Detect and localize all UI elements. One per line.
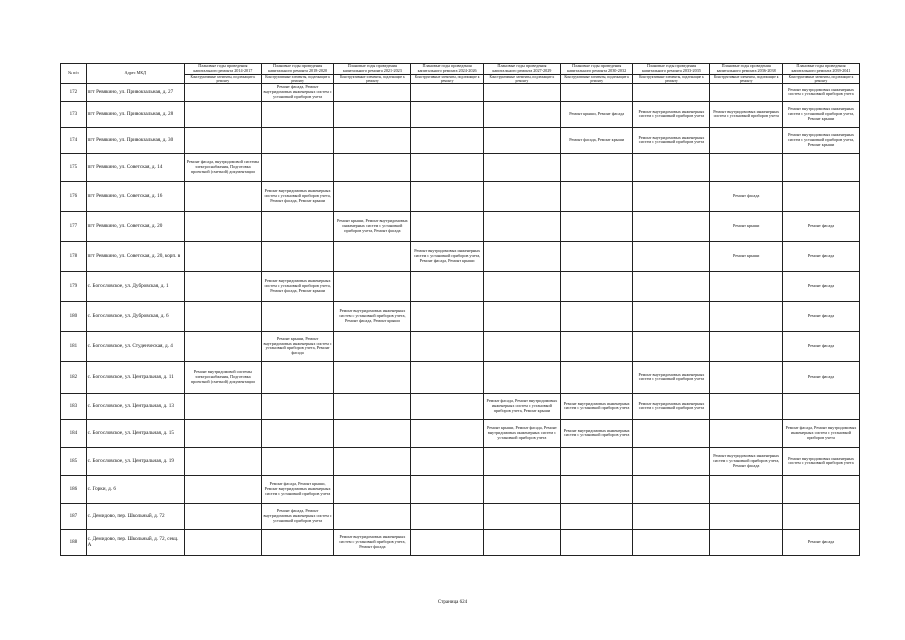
repair-cell: [560, 361, 633, 393]
repair-cell: [710, 153, 783, 181]
page-number: Страница 624: [437, 600, 468, 605]
table-row: [61, 181, 860, 211]
repair-cell: [560, 331, 633, 361]
repair-cell: [261, 447, 334, 475]
row-number: 175: [61, 153, 87, 181]
repair-cell: [783, 153, 860, 181]
repair-cell: Ремонт внутридомовых инженерных систем с установкой приборов учета: [633, 127, 710, 153]
repair-cell: [184, 331, 261, 361]
repair-cell: [633, 211, 710, 241]
repair-cell: [633, 419, 710, 447]
repair-cell: [184, 475, 261, 503]
column-subheader: Конструктивные элементы, подлежащие к ремонту: [783, 74, 860, 83]
repair-cell: Ремонт фасада, Ремонт крыши, Ремонт внутридомовых инженерных систем с установкой приборов учета: [261, 475, 334, 503]
repair-cell: [633, 447, 710, 475]
table-row: [61, 361, 860, 393]
column-header-period: Плановые годы проведения капитального ремонта 2033-2035: [633, 64, 710, 75]
repair-cell: Ремонт внутридомовых инженерных систем с установкой приборов учета, Ремонт фасада, Ремонт крыши: [411, 241, 484, 271]
repair-cell: Ремонт крыши, Ремонт внутридомовых инженерных систем с установкой приборов учета, Ремонт фасада: [334, 211, 411, 241]
column-subheader: Конструктивные элементы, подлежащие к ремонту: [560, 74, 633, 83]
repair-cell: Ремонт фасада: [783, 241, 860, 271]
repair-cell: [710, 271, 783, 301]
table-row: [61, 101, 860, 127]
row-address: с. Богословское, ул. Центральная, д. 11: [86, 361, 184, 393]
row-address: с. Демидово, пер. Школьный, д. 72, секц. А: [86, 529, 184, 555]
row-number: 181: [61, 331, 87, 361]
repair-cell: [184, 271, 261, 301]
repair-cell: [334, 241, 411, 271]
repair-cell: [783, 181, 860, 211]
column-header-period: Плановые годы проведения капитального ремонта 2021-2023: [334, 64, 411, 75]
table-row: [61, 153, 860, 181]
repair-cell: [411, 419, 484, 447]
repair-cell: [560, 153, 633, 181]
repair-cell: [633, 301, 710, 331]
repair-cell: [261, 127, 334, 153]
repair-cell: Ремонт фасада, Ремонт крыши: [560, 127, 633, 153]
column-header-period: Плановые годы проведения капитального ремонта 2024-2026: [411, 64, 484, 75]
repair-cell: Ремонт крыши, Ремонт внутридомовых инженерных систем с установкой приборов учета, Ремонт фасада: [261, 331, 334, 361]
row-address: с. Богословское, ул. Центральная, д. 13: [86, 393, 184, 419]
repair-cell: Ремонт внутридомовых инженерных систем с установкой приборов учета, Ремонт фасада, Ремонт крыши: [334, 301, 411, 331]
table-row: [61, 503, 860, 529]
table-row: [61, 475, 860, 503]
repair-cell: Ремонт фасада, Ремонт внутридомовых инженерных систем с установкой приборов учета: [261, 503, 334, 529]
repair-cell: [483, 271, 560, 301]
repair-cell: Ремонт фасада, Ремонт внутридомовых инженерных систем с установкой приборов учета: [783, 419, 860, 447]
repair-cell: Ремонт крыши: [710, 211, 783, 241]
repair-cell: [483, 361, 560, 393]
repair-cell: [710, 393, 783, 419]
repair-cell: Ремонт фасада: [783, 529, 860, 555]
repair-cell: [483, 475, 560, 503]
row-address: с. Богословское, ул. Студенческая, д. 4: [86, 331, 184, 361]
row-address: с. Богословское, ул. Дубровская, д. 6: [86, 301, 184, 331]
row-number: 185: [61, 447, 87, 475]
repair-cell: [411, 301, 484, 331]
table-row: [61, 529, 860, 555]
repair-cell: [184, 529, 261, 555]
repair-cell: Ремонт внутридомовых инженерных систем с установкой приборов учета: [633, 101, 710, 127]
repair-cell: Ремонт внутридомовой системы электроснабжения, Подготовка проектной (сметной) документации: [184, 361, 261, 393]
repair-cell: [710, 475, 783, 503]
row-address: пгт Ревякино, ул. Привокзальная, д. 28: [86, 101, 184, 127]
repair-cell: [783, 393, 860, 419]
repair-cell: [411, 503, 484, 529]
table-row: [61, 241, 860, 271]
repair-cell: [261, 361, 334, 393]
repair-cell: [483, 83, 560, 101]
row-number: 173: [61, 101, 87, 127]
repair-cell: [710, 419, 783, 447]
repair-cell: [560, 83, 633, 101]
repair-cell: [184, 101, 261, 127]
repair-cell: [483, 101, 560, 127]
repair-cell: [261, 241, 334, 271]
row-address: с. Демидово, пер. Школьный, д. 72: [86, 503, 184, 529]
table-row: [61, 211, 860, 241]
repair-cell: [483, 211, 560, 241]
repair-cell: [633, 331, 710, 361]
repair-cell: Ремонт фасада: [783, 211, 860, 241]
repair-cell: [411, 153, 484, 181]
repair-cell: [560, 241, 633, 271]
table-row: [61, 393, 860, 419]
repair-cell: [560, 503, 633, 529]
repair-cell: Ремонт фасада: [783, 301, 860, 331]
row-number: 186: [61, 475, 87, 503]
repair-cell: Ремонт внутридомовых инженерных систем с установкой приборов учета: [783, 83, 860, 101]
table-row: [61, 301, 860, 331]
repair-cell: [261, 419, 334, 447]
column-header-period: Плановые годы проведения капитального ремонта 2036-2038: [710, 64, 783, 75]
repair-cell: [560, 211, 633, 241]
row-address: пгт Ревякино, ул. Привокзальная, д. 30: [86, 127, 184, 153]
row-number: 182: [61, 361, 87, 393]
repair-cell: [710, 331, 783, 361]
repair-cell: Ремонт внутридомовых инженерных систем с установкой приборов учета: [783, 447, 860, 475]
repair-cell: [184, 181, 261, 211]
column-subheader: Конструктивные элементы, подлежащие к ремонту: [483, 74, 560, 83]
repair-cell: [334, 393, 411, 419]
row-address: пгт Ревякино, ул. Советская, д. 20, корп. в: [86, 241, 184, 271]
repair-cell: [633, 153, 710, 181]
repair-cell: [560, 529, 633, 555]
repair-cell: [334, 153, 411, 181]
repair-cell: [334, 475, 411, 503]
repair-cell: [184, 211, 261, 241]
repair-cell: [184, 241, 261, 271]
repair-cell: [710, 83, 783, 101]
column-header-period: Плановые годы проведения капитального ремонта 2014-2017: [184, 64, 261, 75]
repair-cell: [261, 153, 334, 181]
repair-cell: Ремонт внутридомовых инженерных систем с установкой приборов учета: [560, 419, 633, 447]
repair-cell: [411, 101, 484, 127]
repair-cell: [334, 181, 411, 211]
repair-cell: Ремонт внутридомовых инженерных систем с установкой приборов учета, Ремонт фасада, Ремонт крыши: [261, 181, 334, 211]
column-subheader: Конструктивные элементы, подлежащие к ремонту: [334, 74, 411, 83]
repair-cell: [411, 211, 484, 241]
repair-cell: [261, 301, 334, 331]
repair-cell: [710, 529, 783, 555]
repair-cell: [633, 83, 710, 101]
repair-cell: [483, 153, 560, 181]
repair-cell: Ремонт внутридомовых инженерных систем с установкой приборов учета, Ремонт фасада: [710, 447, 783, 475]
repair-cell: [560, 271, 633, 301]
repair-cell: [783, 475, 860, 503]
repair-cell: [411, 447, 484, 475]
table-body: [61, 83, 860, 555]
repair-cell: [483, 127, 560, 153]
row-number: 187: [61, 503, 87, 529]
column-subheader: Конструктивные элементы, подлежащие к ремонту: [710, 74, 783, 83]
repair-cell: [411, 127, 484, 153]
repair-cell: [261, 211, 334, 241]
repair-cell: [334, 503, 411, 529]
repair-cell: [334, 83, 411, 101]
table-row: [61, 271, 860, 301]
repair-cell: [633, 529, 710, 555]
repair-cell: [710, 503, 783, 529]
repair-cell: [633, 475, 710, 503]
repair-cell: [633, 181, 710, 211]
repair-cell: [783, 503, 860, 529]
repair-cell: Ремонт внутридомовых инженерных систем с установкой приборов учета, Ремонт крыши: [783, 127, 860, 153]
repair-cell: Ремонт крыши: [710, 241, 783, 271]
row-number: 188: [61, 529, 87, 555]
column-subheader: Конструктивные элементы, подлежащие к ремонту: [633, 74, 710, 83]
row-number: 179: [61, 271, 87, 301]
repair-cell: [483, 301, 560, 331]
row-address: пгт Ревякино, ул. Советская, д. 20: [86, 211, 184, 241]
table-row: [61, 447, 860, 475]
column-subheader: Конструктивные элементы, подлежащие к ремонту: [411, 74, 484, 83]
repair-cell: [184, 301, 261, 331]
table-row: [61, 331, 860, 361]
repair-cell: [411, 83, 484, 101]
table-row: [61, 83, 860, 101]
repair-cell: [633, 241, 710, 271]
repair-cell: [334, 447, 411, 475]
row-address: с. Богословское, ул. Дубровская, д. 1: [86, 271, 184, 301]
row-number: 176: [61, 181, 87, 211]
repair-cell: Ремонт внутридомовых инженерных систем с установкой приборов учета, Ремонт фасада, Ремонт крыши: [261, 271, 334, 301]
row-address: пгт Ревякино, ул. Советская, д. 14: [86, 153, 184, 181]
row-number: 183: [61, 393, 87, 419]
repair-cell: Ремонт крыши, Ремонт фасада, Ремонт внутридомовых инженерных систем с установкой приборов учета: [483, 419, 560, 447]
table-row: [61, 127, 860, 153]
capital-repair-plan-table: [60, 63, 860, 556]
column-header-address: Адрес МКД: [86, 64, 184, 84]
column-header-num: № п/п: [61, 64, 87, 84]
row-number: 177: [61, 211, 87, 241]
repair-cell: [710, 127, 783, 153]
repair-cell: [411, 271, 484, 301]
repair-cell: [483, 241, 560, 271]
column-header-period: Плановые годы проведения капитального ремонта 2030-2032: [560, 64, 633, 75]
repair-cell: [411, 361, 484, 393]
repair-cell: [184, 127, 261, 153]
repair-cell: Ремонт фасада: [783, 331, 860, 361]
repair-cell: [560, 181, 633, 211]
repair-cell: [261, 393, 334, 419]
repair-cell: [334, 271, 411, 301]
repair-cell: [483, 447, 560, 475]
row-address: с. Горки, д. 6: [86, 475, 184, 503]
repair-cell: Ремонт внутридомовых инженерных систем с установкой приборов учета, Ремонт крыши: [783, 101, 860, 127]
repair-cell: [483, 181, 560, 211]
repair-cell: Ремонт фасада: [783, 361, 860, 393]
repair-cell: [334, 127, 411, 153]
row-address: с. Богословское, ул. Центральная, д. 19: [86, 447, 184, 475]
repair-cell: [710, 361, 783, 393]
row-address: пгт Ревякино, ул. Привокзальная, д. 27: [86, 83, 184, 101]
repair-cell: Ремонт крыши, Ремонт фасада: [560, 101, 633, 127]
row-number: 184: [61, 419, 87, 447]
repair-cell: [334, 101, 411, 127]
column-header-period: Плановые годы проведения капитального ремонта 2027-2029: [483, 64, 560, 75]
repair-cell: Ремонт фасада: [710, 181, 783, 211]
column-header-period: Плановые годы проведения капитального ремонта 2018-2020: [261, 64, 334, 75]
row-number: 172: [61, 83, 87, 101]
repair-cell: Ремонт фасада, Ремонт внутридомовых инженерных систем с установкой приборов учета, Ремонт крыши: [483, 393, 560, 419]
table-header: [61, 64, 860, 84]
repair-cell: [560, 447, 633, 475]
repair-cell: Ремонт фасада: [783, 271, 860, 301]
repair-cell: Ремонт внутридомовых инженерных систем с установкой приборов учета: [633, 393, 710, 419]
row-number: 178: [61, 241, 87, 271]
column-header-period: Плановые годы проведения капитального ремонта 2039-2041: [783, 64, 860, 75]
row-number: 174: [61, 127, 87, 153]
repair-cell: [334, 331, 411, 361]
column-subheader: Конструктивные элементы, подлежащие к ремонту: [184, 74, 261, 83]
repair-cell: [184, 503, 261, 529]
repair-cell: [334, 361, 411, 393]
repair-cell: [710, 301, 783, 331]
repair-cell: [411, 529, 484, 555]
repair-cell: Ремонт фасада, Ремонт внутридомовых инженерных систем с установкой приборов учета: [261, 83, 334, 101]
row-address: с. Богословское, ул. Центральная, д. 15: [86, 419, 184, 447]
repair-cell: [411, 393, 484, 419]
repair-cell: Ремонт внутридомовых инженерных систем с установкой приборов учета: [560, 393, 633, 419]
repair-cell: Ремонт внутридомовых инженерных систем с установкой приборов учета, Ремонт фасада: [334, 529, 411, 555]
column-subheader: Конструктивные элементы, подлежащие к ремонту: [261, 74, 334, 83]
repair-cell: [184, 393, 261, 419]
repair-cell: Ремонт фасада, внутридомовой системы электроснабжения, Подготовка проектной (сметной) документации: [184, 153, 261, 181]
repair-cell: [483, 503, 560, 529]
repair-cell: [334, 419, 411, 447]
repair-cell: [184, 419, 261, 447]
repair-cell: [411, 475, 484, 503]
repair-cell: Ремонт внутридомовых инженерных систем с установкой приборов учета: [633, 361, 710, 393]
repair-cell: [261, 529, 334, 555]
repair-cell: Ремонт внутридомовых инженерных систем с установкой приборов учета: [710, 101, 783, 127]
repair-cell: [633, 503, 710, 529]
repair-cell: [184, 447, 261, 475]
repair-cell: [411, 331, 484, 361]
repair-cell: [633, 271, 710, 301]
repair-cell: [184, 83, 261, 101]
row-address: пгт Ревякино, ул. Советская, д. 16: [86, 181, 184, 211]
repair-cell: [560, 475, 633, 503]
table-row: [61, 419, 860, 447]
repair-cell: [483, 529, 560, 555]
repair-cell: [560, 301, 633, 331]
repair-cell: [261, 101, 334, 127]
row-number: 180: [61, 301, 87, 331]
repair-cell: [483, 331, 560, 361]
repair-cell: [411, 181, 484, 211]
